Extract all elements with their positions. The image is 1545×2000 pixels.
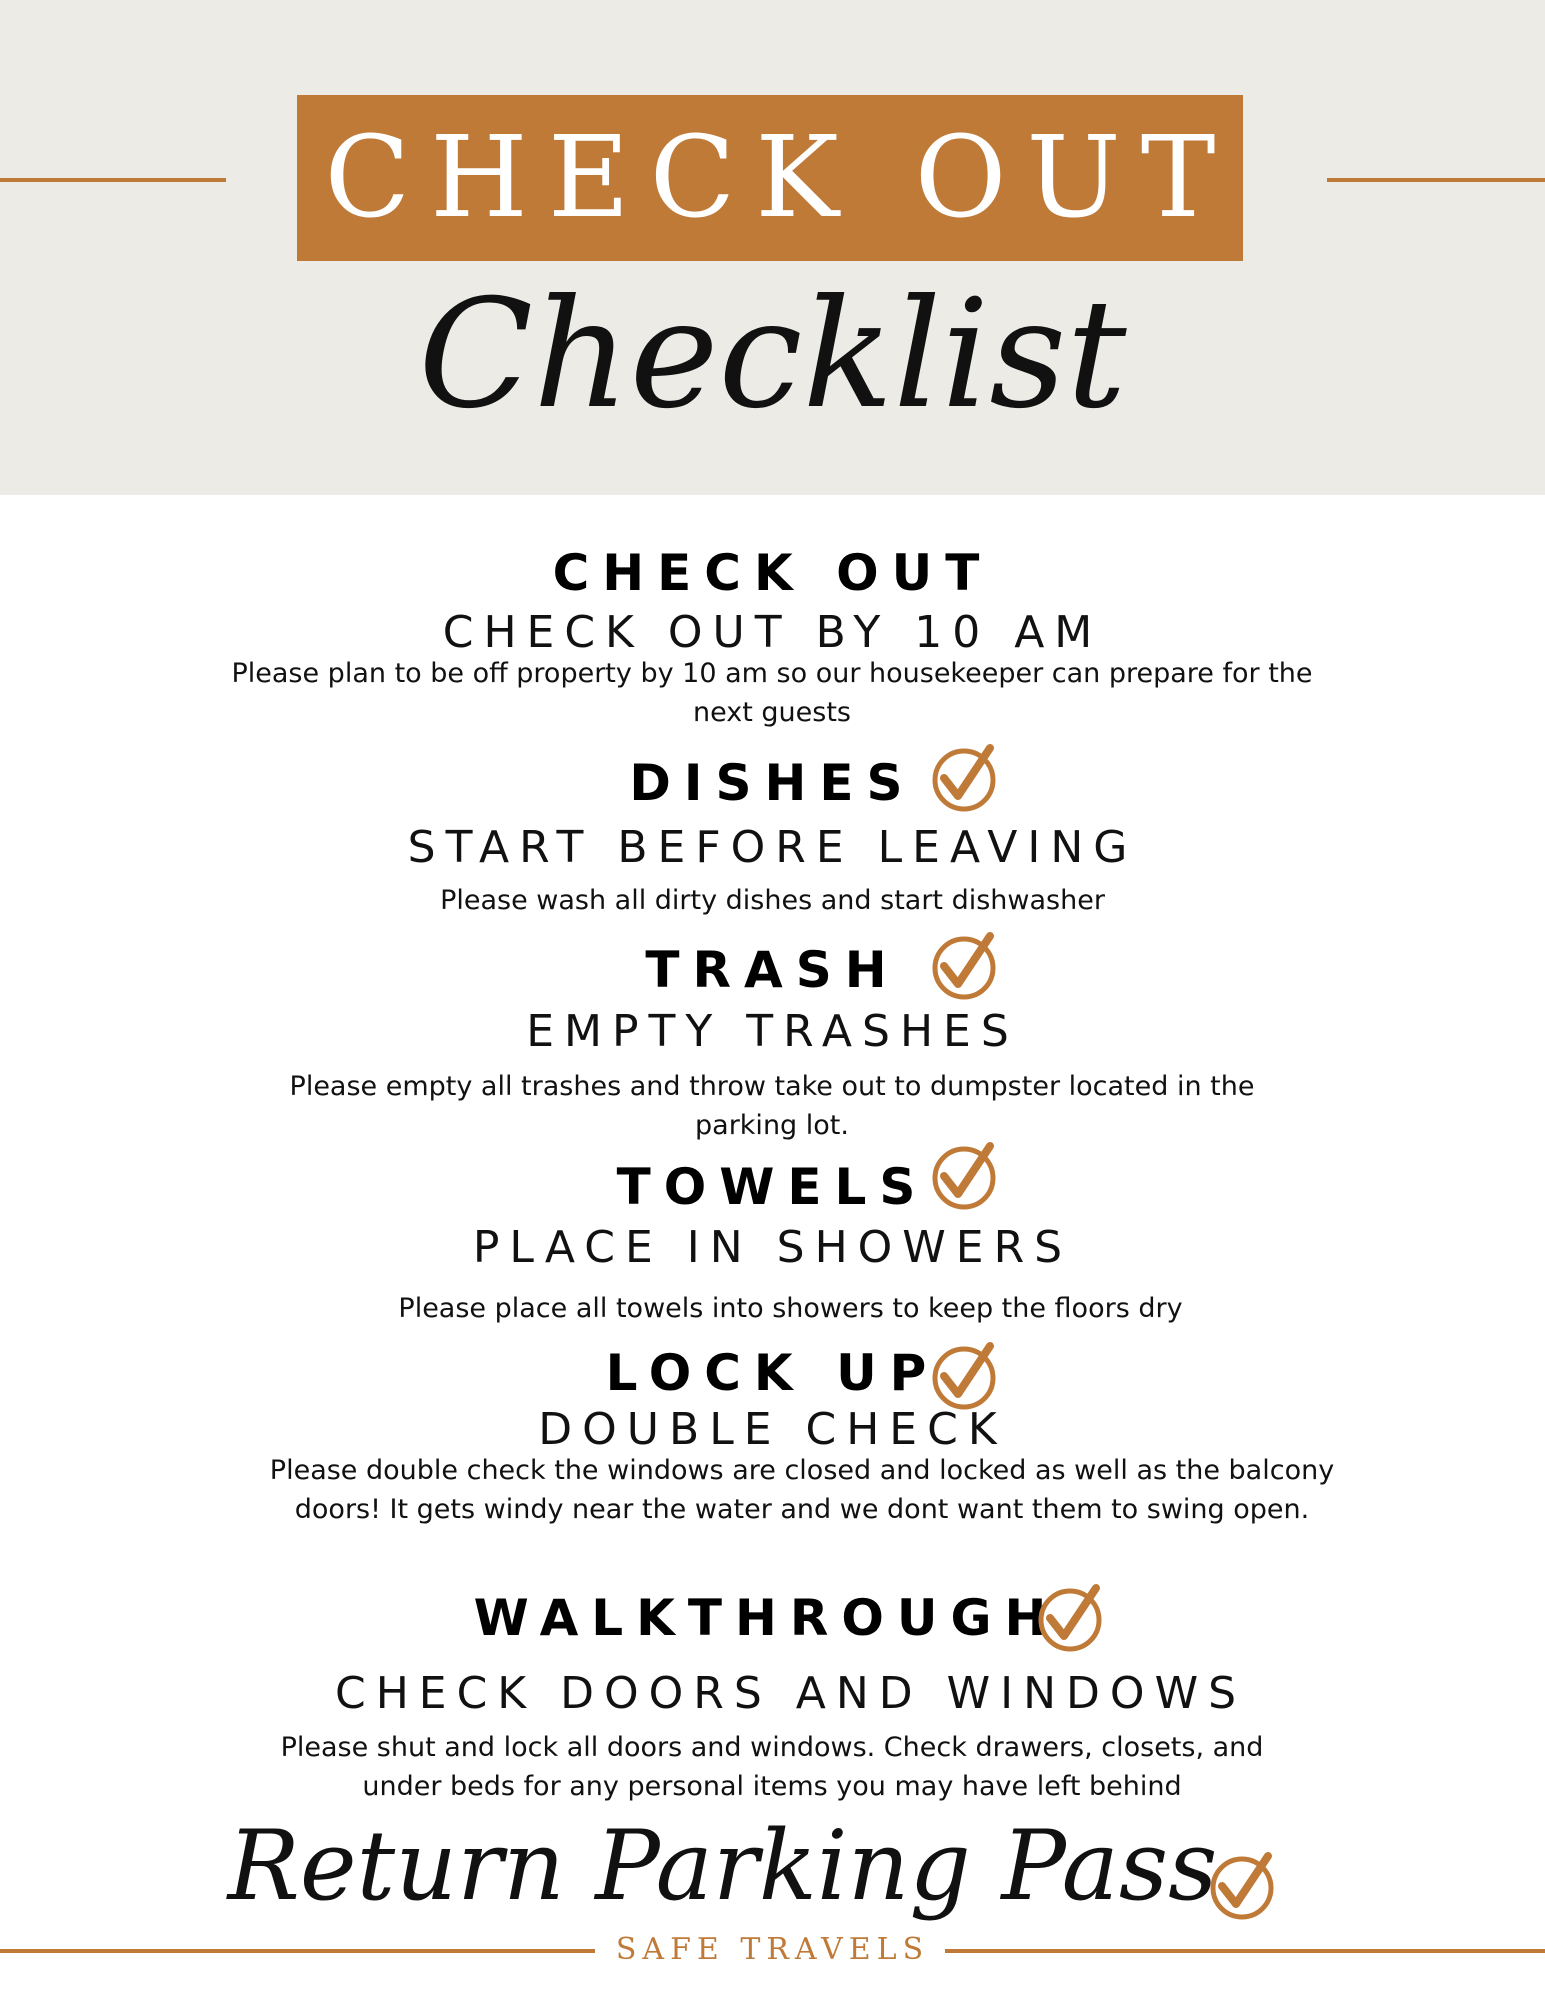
- check-icon-parking-pass: [1208, 1852, 1276, 1920]
- section-heading-checkout: CHECK OUT: [552, 544, 993, 602]
- section-heading-walkthrough: WALKTHROUGH: [473, 1589, 1060, 1647]
- section-heading-dishes: DISHES: [629, 754, 916, 812]
- section-description-checkout: Please plan to be off property by 10 am so our housekeeper can prepare for the next guests: [231, 658, 1313, 728]
- section-subheading-dishes: START BEFORE LEAVING: [407, 822, 1138, 873]
- section-subheading-checkout: CHECK OUT BY 10 AM: [442, 607, 1103, 658]
- header-rule-right: [1327, 178, 1545, 182]
- check-icon-walkthrough: [1036, 1584, 1104, 1652]
- return-parking-pass-script: Return Parking Pass: [227, 1810, 1218, 1922]
- section-heading-trash: TRASH: [645, 941, 900, 999]
- section-subheading-towels: PLACE IN SHOWERS: [472, 1222, 1073, 1273]
- title-banner: [297, 95, 1243, 261]
- check-icon-towels: [930, 1142, 998, 1210]
- section-subheading-walkthrough: CHECK DOORS AND WINDOWS: [334, 1668, 1247, 1719]
- section-description-trash: Please empty all trashes and throw take out to dumpster located in the parking lot.: [289, 1071, 1255, 1141]
- section-description-towels: Please place all towels into showers to keep the floors dry: [398, 1293, 1183, 1324]
- checklist-script-title: Checklist: [418, 268, 1127, 442]
- section-heading-towels: TOWELS: [616, 1158, 929, 1216]
- section-description-dishes: Please wash all dirty dishes and start dishwasher: [440, 885, 1105, 916]
- header-rule-left: [0, 178, 226, 182]
- check-icon-dishes: [930, 744, 998, 812]
- section-heading-lockup: LOCK UP: [605, 1344, 940, 1402]
- page-title: CHECK OUT: [324, 113, 1236, 243]
- section-description-walkthrough: Please shut and lock all doors and windows. Check drawers, closets, and under beds for any personal items you may have left behind: [280, 1732, 1264, 1802]
- safe-travels-signoff: SAFE TRAVELS: [615, 1932, 930, 1967]
- section-subheading-trash: EMPTY TRASHES: [526, 1006, 1019, 1057]
- section-description-lockup: Please double check the windows are closed and locked as well as the balcony doors! It gets windy near the water and we dont want them to swing open.: [269, 1455, 1335, 1525]
- check-icon-trash: [930, 932, 998, 1000]
- check-icon-lockup: [930, 1342, 998, 1410]
- section-subheading-lockup: DOUBLE CHECK: [538, 1404, 1007, 1455]
